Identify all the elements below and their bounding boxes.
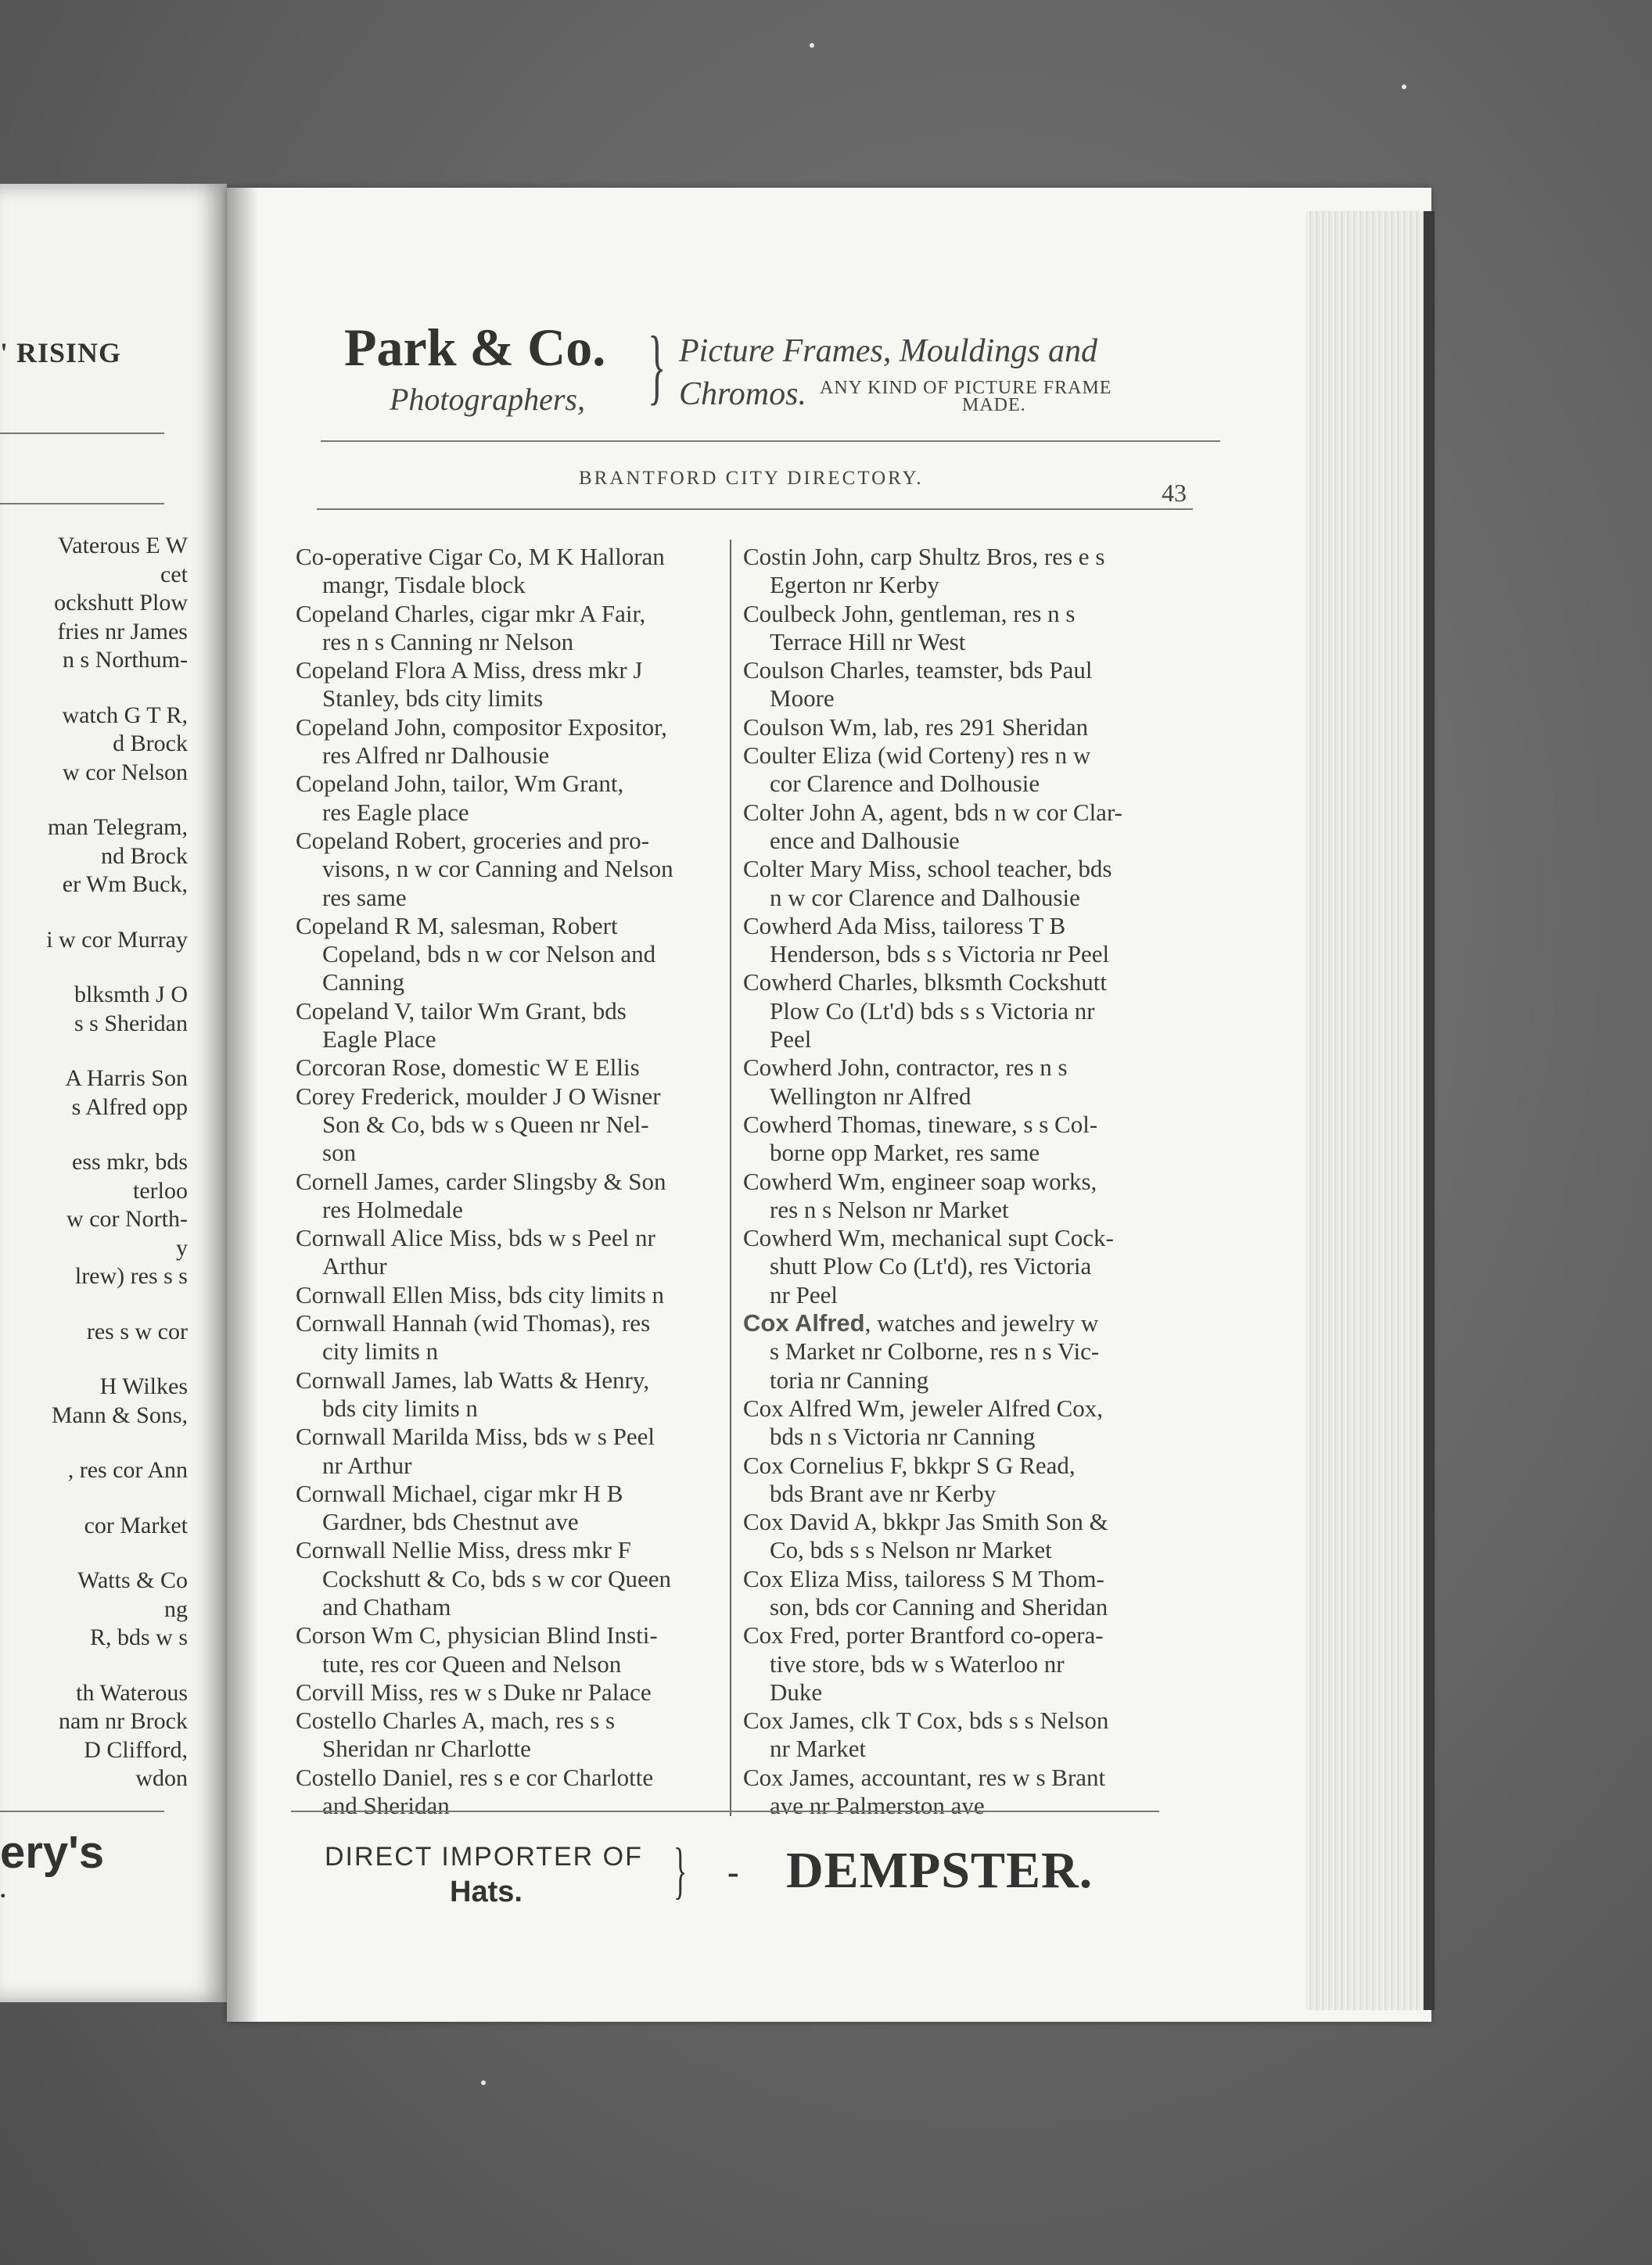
entry-first-line: Costello Daniel, res s e cor Charlotte xyxy=(296,1763,654,1791)
left-page-line: watch G T R, xyxy=(62,702,188,728)
left-page-line xyxy=(0,899,188,926)
directory-entry xyxy=(296,1054,749,1082)
entry-continuation-line: Terrace Hill nr West xyxy=(770,627,966,655)
left-page-rule-top xyxy=(0,433,164,434)
left-page-line: nd Brock xyxy=(101,842,188,869)
page-edge-shadow xyxy=(1424,211,1435,2010)
entry-continuation-line: Gardner, bds Chestnut ave xyxy=(322,1508,579,1536)
left-page-line xyxy=(0,1122,188,1148)
entry-continuation-line: Plow Co (Lt'd) bds s s Victoria nr xyxy=(770,996,1095,1025)
page-number: 43 xyxy=(1162,479,1187,507)
directory-entry xyxy=(743,1565,1189,1622)
directory-entry xyxy=(296,1678,749,1707)
left-page-line xyxy=(0,1038,188,1064)
entry-first-line: Copeland V, tailor Wm Grant, bds xyxy=(296,996,627,1025)
entry-continuation-line: nr Arthur xyxy=(322,1451,412,1479)
entry-continuation-line: Arthur xyxy=(322,1252,387,1280)
directory-entry xyxy=(743,1168,1189,1225)
directory-entry xyxy=(743,1452,1189,1509)
entry-continuation-line: Peel xyxy=(770,1025,812,1054)
left-page-line xyxy=(0,1430,188,1456)
entry-continuation-line: res Alfred nr Dalhousie xyxy=(322,741,550,770)
directory-entry xyxy=(296,1536,749,1621)
left-page-line xyxy=(0,1485,188,1512)
entry-first-line: Copeland Flora A Miss, dress mkr J xyxy=(296,656,643,684)
entry-first-line: Cornwall Alice Miss, bds w s Peel nr xyxy=(296,1224,655,1252)
entry-first-line: Coulter Eliza (wid Corteny) res n w xyxy=(743,741,1091,770)
entry-continuation-line: shutt Plow Co (Lt'd), res Victoria xyxy=(770,1252,1092,1280)
entry-first-line: Cowherd Thomas, tineware, s s Col- xyxy=(743,1110,1098,1138)
entry-first-line: Cox David A, bkkpr Jas Smith Son & xyxy=(743,1508,1108,1536)
directory-entry xyxy=(743,1395,1189,1452)
left-page-line xyxy=(0,787,188,813)
footer-ad-line-1: DIRECT IMPORTER OF xyxy=(325,1842,643,1872)
left-page-line: man Telegram, xyxy=(48,814,188,840)
left-page-line: nam nr Brock xyxy=(59,1708,188,1734)
entry-continuation-line: ave nr Palmerston ave xyxy=(770,1792,985,1820)
left-page-line xyxy=(0,1346,188,1373)
left-page-line xyxy=(0,1540,188,1567)
left-page-fragment xyxy=(0,184,227,2002)
entry-first-line: Corey Frederick, moulder J O Wisner xyxy=(296,1082,661,1110)
entry-first-line: Costin John, carp Shultz Bros, res e s xyxy=(743,543,1105,570)
left-page-line: R, bds w s xyxy=(89,1624,188,1650)
left-page-line: th Waterous xyxy=(76,1679,188,1706)
left-page-line: n s Northum- xyxy=(63,647,188,673)
footer-ad-line-2: Hats. xyxy=(450,1876,523,1908)
footer-rule xyxy=(291,1811,1159,1812)
directory-entry xyxy=(296,656,749,713)
directory-entry xyxy=(296,1281,749,1309)
entry-first-line: Cornwall Marilda Miss, bds w s Peel xyxy=(296,1423,655,1451)
entry-continuation-line: res Eagle place xyxy=(322,798,469,826)
ad-tagline-2: Chromos. xyxy=(679,376,806,412)
column-divider xyxy=(730,540,731,1816)
left-page-line: cor Market xyxy=(84,1512,188,1538)
left-page-text xyxy=(0,532,188,1793)
directory-entry xyxy=(296,912,749,997)
entry-bold-name: Cox Alfred xyxy=(743,1309,865,1337)
gutter-shadow xyxy=(227,188,258,2022)
entry-continuation-line: Wellington nr Alfred xyxy=(770,1082,971,1110)
directory-entry xyxy=(296,1366,749,1423)
directory-entry xyxy=(296,600,749,657)
left-page-line: blksmth J O xyxy=(74,982,188,1007)
left-page-line: lrew) res s s xyxy=(74,1263,188,1289)
left-page-line xyxy=(0,954,188,981)
entry-continuation-line: visons, n w cor Canning and Nelson xyxy=(322,855,673,883)
ad-small-text-1: ANY KIND OF PICTURE FRAME xyxy=(820,378,1112,398)
entry-continuation-line: cor Clarence and Dolhousie xyxy=(770,770,1040,798)
entry-continuation-line: Sheridan nr Charlotte xyxy=(322,1735,531,1763)
entry-continuation-line: Co, bds s s Nelson nr Market xyxy=(770,1536,1052,1564)
entry-continuation-line: tute, res cor Queen and Nelson xyxy=(322,1649,622,1678)
entry-first-line: Cowherd Wm, mechanical supt Cock- xyxy=(743,1224,1114,1252)
entry-first-line: Copeland Charles, cigar mkr A Fair, xyxy=(296,599,646,627)
left-page-line xyxy=(0,1291,188,1318)
directory-entry xyxy=(743,741,1189,799)
left-page-line: ng xyxy=(164,1596,188,1622)
directory-entry xyxy=(743,855,1189,912)
entry-first-line: Cornwall Hannah (wid Thomas), res xyxy=(296,1309,651,1337)
entry-continuation-line: tive store, bds w s Waterloo nr xyxy=(770,1649,1065,1678)
page-edge-stack xyxy=(1306,211,1427,2010)
left-page-line xyxy=(0,675,188,702)
entry-continuation-line: bds Brant ave nr Kerby xyxy=(770,1479,997,1507)
directory-entry xyxy=(743,799,1189,856)
entry-first-line: Corcoran Rose, domestic W E Ellis xyxy=(296,1054,640,1082)
header-advertisement xyxy=(344,317,1252,426)
directory-entry xyxy=(743,968,1189,1054)
entry-first-line: Co-operative Cigar Co, M K Halloran xyxy=(296,543,665,570)
left-page-line: y xyxy=(176,1234,188,1261)
entry-first-line: Coulson Wm, lab, res 291 Sheridan xyxy=(743,713,1089,741)
entry-continuation-line: Egerton nr Kerby xyxy=(770,571,939,599)
entry-first-line: Copeland Robert, groceries and pro- xyxy=(296,826,649,854)
left-page-line xyxy=(0,1653,188,1679)
entry-first-line: Coulson Charles, teamster, bds Paul xyxy=(743,656,1093,684)
left-page-line: Vaterous E W xyxy=(57,533,188,558)
entry-first-line: Cox James, clk T Cox, bds s s Nelson xyxy=(743,1707,1109,1735)
directory-entry xyxy=(296,1707,749,1764)
left-page-line: wdon xyxy=(135,1765,188,1791)
directory-entry xyxy=(743,1508,1189,1565)
directory-entry xyxy=(743,1309,1189,1395)
left-page-line: ockshutt Plow xyxy=(54,590,188,616)
entry-continuation-line: Eagle Place xyxy=(322,1025,436,1054)
left-page-line: fries nr James xyxy=(57,618,188,644)
entry-first-line: Colter Mary Miss, school teacher, bds xyxy=(743,855,1112,883)
running-head: BRANTFORD CITY DIRECTORY. xyxy=(579,468,924,489)
entry-continuation-line: Henderson, bds s s Victoria nr Peel xyxy=(770,940,1110,968)
directory-entry xyxy=(296,1309,749,1366)
dust-speck xyxy=(481,2080,486,2085)
entry-first-line: Copeland John, compositor Expositor, xyxy=(296,713,667,741)
entry-continuation-line: res n s Canning nr Nelson xyxy=(322,627,574,655)
left-page-line: s s Sheridan xyxy=(74,1010,188,1036)
entry-first-line: Cornwall Michael, cigar mkr H B xyxy=(296,1479,623,1507)
entry-first-line: Cornwall Nellie Miss, dress mkr F xyxy=(296,1536,631,1564)
left-page-rule-2 xyxy=(0,503,164,504)
entry-first-line: Cox Fred, porter Brantford co-opera- xyxy=(743,1621,1104,1649)
left-page-rule-bottom xyxy=(0,1811,164,1812)
entry-first-line: Cornell James, carder Slingsby & Son xyxy=(296,1167,666,1195)
directory-entry xyxy=(743,1621,1189,1707)
entry-continuation-line: bds city limits n xyxy=(322,1394,478,1422)
entry-continuation-line: nr Market xyxy=(770,1735,867,1763)
entry-continuation-line: ence and Dalhousie xyxy=(770,826,960,854)
directory-column-right xyxy=(743,543,1189,1820)
directory-entry xyxy=(743,713,1189,741)
ad-brace: } xyxy=(648,320,666,413)
entry-continuation-line: n w cor Clarence and Dalhousie xyxy=(770,883,1080,911)
entry-continuation-line: and Chatham xyxy=(322,1592,451,1621)
left-page-line: w cor North- xyxy=(66,1206,188,1232)
left-page-line: Watts & Co xyxy=(77,1567,188,1593)
entry-first-line xyxy=(743,1309,1189,1337)
entry-first-line: Copeland John, tailor, Wm Grant, xyxy=(296,770,624,798)
left-page-line: cet xyxy=(160,561,188,587)
entry-first-line: Cornwall Ellen Miss, bds city limits n xyxy=(296,1280,665,1308)
entry-continuation-line: son, bds cor Canning and Sheridan xyxy=(770,1592,1108,1621)
entry-continuation-line: Cockshutt & Co, bds s w cor Queen xyxy=(322,1564,672,1592)
entry-continuation-line: and Sheridan xyxy=(322,1792,450,1820)
directory-entry xyxy=(296,1480,749,1537)
entry-first-line: Corvill Miss, res w s Duke nr Palace xyxy=(296,1678,652,1706)
directory-entry xyxy=(743,656,1189,713)
directory-entry xyxy=(296,713,749,770)
entry-continuation-line: nr Peel xyxy=(770,1280,838,1308)
directory-entry xyxy=(743,1054,1189,1111)
directory-entry xyxy=(743,912,1189,969)
left-page-line: A Harris Son xyxy=(65,1065,188,1091)
left-page-line: s Alfred opp xyxy=(71,1093,188,1120)
left-page-header: ' RISING xyxy=(0,337,122,368)
directory-entry xyxy=(296,1224,749,1281)
left-page-line: Mann & Sons, xyxy=(51,1402,188,1428)
left-page-line: d Brock xyxy=(113,730,188,756)
entry-continuation-line: Moore xyxy=(770,684,835,713)
entry-continuation-line: Duke xyxy=(770,1678,823,1706)
left-page-line: w cor Nelson xyxy=(63,759,188,785)
left-page-line: i w cor Murray xyxy=(46,926,188,953)
left-page-line: H Wilkes xyxy=(99,1373,188,1399)
directory-entry xyxy=(743,1111,1189,1168)
left-page-line: , res cor Ann xyxy=(67,1457,188,1483)
entry-continuation-line: res same xyxy=(322,883,407,911)
entry-first-line: Colter John A, agent, bds n w cor Clar- xyxy=(743,798,1122,826)
entry-continuation-line: city limits n xyxy=(322,1337,439,1366)
dust-speck xyxy=(810,43,814,48)
directory-entry xyxy=(296,1168,749,1225)
entry-continuation-line: res n s Nelson nr Market xyxy=(770,1195,1009,1223)
entry-first-line: Cox Cornelius F, bkkpr S G Read, xyxy=(743,1451,1076,1479)
directory-entry xyxy=(743,1224,1189,1309)
entry-first-line: Cox James, accountant, res w s Brant xyxy=(743,1763,1106,1791)
entry-first-line: Cowherd Charles, blksmth Cockshutt xyxy=(743,968,1107,996)
entry-line-text: , watches and jewelry w xyxy=(864,1309,1099,1337)
entry-first-line: Cox Alfred Wm, jeweler Alfred Cox, xyxy=(743,1394,1104,1422)
directory-entry xyxy=(296,770,749,827)
entry-continuation-line: s Market nr Colborne, res n s Vic- xyxy=(770,1337,1100,1366)
entry-continuation-line: bds n s Victoria nr Canning xyxy=(770,1423,1036,1451)
entry-first-line: Costello Charles A, mach, res s s xyxy=(296,1707,616,1735)
entry-first-line: Cox Eliza Miss, tailoress S M Thom- xyxy=(743,1564,1104,1592)
left-page-line: er Wm Buck, xyxy=(62,871,188,897)
directory-entry xyxy=(296,1423,749,1480)
entry-first-line: Coulbeck John, gentleman, res n s xyxy=(743,599,1076,627)
directory-entry xyxy=(296,997,749,1054)
left-page-line: ess mkr, bds xyxy=(72,1149,188,1175)
ad-small-text-2: MADE. xyxy=(962,395,1026,415)
entry-continuation-line: Stanley, bds city limits xyxy=(322,684,544,713)
footer-ad-name: DEMPSTER. xyxy=(786,1842,1094,1899)
ad-tagline-1: Picture Frames, Mouldings and xyxy=(679,333,1098,369)
entry-continuation-line: Canning xyxy=(322,968,405,996)
entry-continuation-line: Son & Co, bds w s Queen nr Nel- xyxy=(322,1110,649,1138)
ad-business-name: Park & Co. xyxy=(344,318,606,377)
entry-continuation-line: mangr, Tisdale block xyxy=(322,571,526,599)
entry-first-line: Cowherd Wm, engineer soap works, xyxy=(743,1167,1097,1195)
entry-first-line: Cornwall James, lab Watts & Henry, xyxy=(296,1366,650,1394)
entry-first-line: Corson Wm C, physician Blind Insti- xyxy=(296,1621,658,1649)
entry-continuation-line: res Holmedale xyxy=(322,1195,463,1223)
footer-ad-brace: } xyxy=(673,1836,688,1905)
directory-entry xyxy=(743,1707,1189,1764)
directory-entry xyxy=(296,827,749,912)
left-page-footer: ery's xyxy=(0,1827,105,1878)
left-page-line: res s w cor xyxy=(86,1318,188,1344)
footer-ad-dash: - xyxy=(727,1853,739,1891)
directory-column-left xyxy=(296,543,749,1820)
footer-advertisement xyxy=(325,1830,1216,1924)
dust-speck xyxy=(1402,84,1406,89)
directory-entry xyxy=(296,543,749,600)
running-head-rule xyxy=(317,508,1193,510)
entry-continuation-line: Copeland, bds n w cor Nelson and xyxy=(322,940,656,968)
header-rule xyxy=(321,440,1220,442)
directory-entry xyxy=(743,543,1189,600)
left-page-line: D Clifford, xyxy=(84,1736,188,1763)
entry-first-line: Cowherd John, contractor, res n s xyxy=(743,1054,1068,1082)
directory-entry xyxy=(296,1082,749,1168)
entry-first-line: Cowherd Ada Miss, tailoress T B xyxy=(743,911,1066,939)
entry-continuation-line: borne opp Market, res same xyxy=(770,1139,1040,1167)
directory-entry xyxy=(743,600,1189,657)
left-page-footer-dot: . xyxy=(0,1877,6,1903)
ad-subtitle: Photographers, xyxy=(390,382,585,417)
left-page-line: terloo xyxy=(133,1177,188,1204)
entry-continuation-line: son xyxy=(322,1139,357,1167)
entry-continuation-line: toria nr Canning xyxy=(770,1366,929,1394)
directory-entry xyxy=(296,1621,749,1678)
entry-first-line: Copeland R M, salesman, Robert xyxy=(296,911,618,939)
